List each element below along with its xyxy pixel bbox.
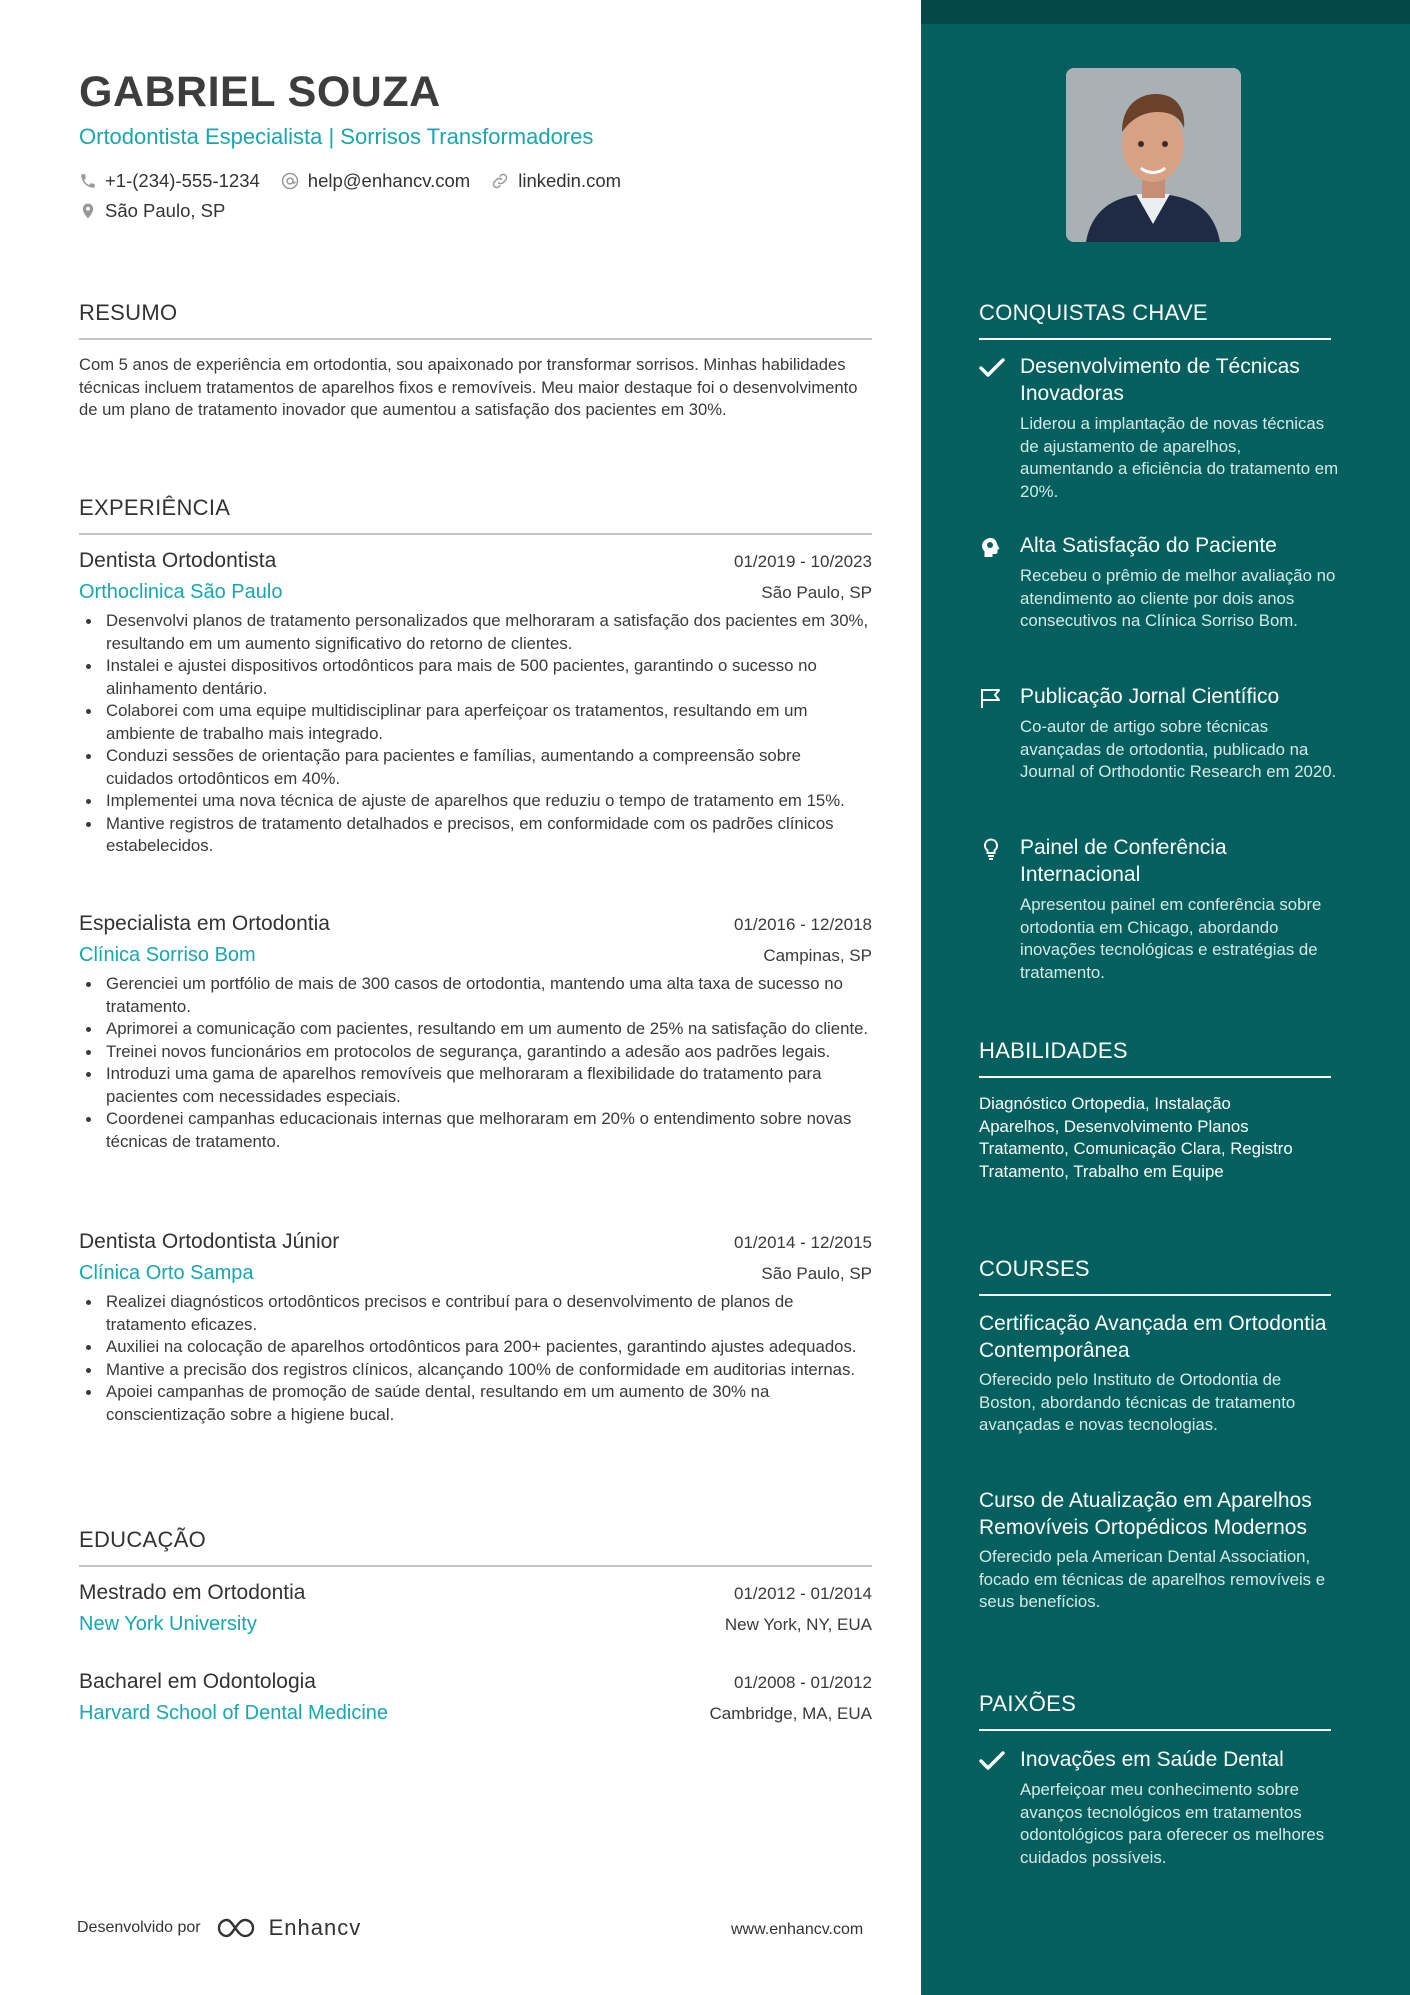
course-desc: Oferecido pelo Instituto de Ortodontia de Boston, abordando técnicas de tratamento avançadas e novas tecnologias. [979,1370,1296,1434]
check-icon [979,1750,1005,1772]
job-bullet: Desenvolvi planos de tratamento personalizados que melhoraram a satisfação dos pacientes em 30%, resultando em um aumento significativo do retorno de clientes. [79,610,872,655]
location-text: São Paulo, SP [105,200,226,221]
achievement-item [979,834,1339,984]
job-title: Especialista em Ortodontia [79,912,330,935]
skills-text: Diagnóstico Ortopedia, Instalação Aparelhos, Desenvolvimento Planos Tratamento, Comunicação Clara, Registro Tratamento, Trabalho em Equipe [979,1094,1293,1181]
courses-section-title: COURSES [979,1256,1331,1296]
linkedin-text: linkedin.com [518,170,622,191]
sidebar [921,0,1410,1995]
job-date: 01/2014 - 12/2015 [733,1233,872,1252]
education-date: 01/2008 - 01/2012 [733,1673,872,1692]
footer-branding [77,1914,361,1942]
job-bullets [79,973,872,1153]
course-title: Certificação Avançada em Ortodontia Contemporânea [979,1312,1327,1362]
job-bullet: Mantive registros de tratamento detalhados e precisos, em conformidade com os padrões clínicos estabelecidos. [79,813,872,858]
contact-location [79,200,225,222]
education-school: New York University [79,1613,257,1635]
achievement-desc: Apresentou painel em conferência sobre ortodontia em Chicago, abordando inovações tecnológicas e estratégias de tratamento. [1020,895,1322,982]
course-item [979,1310,1339,1437]
contact-phone [79,170,260,192]
education-degree: Mestrado em Ortodontia [79,1581,306,1604]
job-bullet: Coordenei campanhas educacionais internas que melhoraram em 20% o entendimento sobre novas técnicas de tratamento. [79,1108,872,1153]
phone-text: +1-(234)-555-1234 [105,170,260,191]
job-bullet: Conduzi sessões de orientação para pacientes e famílias, aumentando a compreensão sobre cuidados ortodônticos em 40%. [79,745,872,790]
check-icon [979,357,1005,379]
headline: Ortodontista Especialista | Sorrisos Transformadores [79,124,594,149]
job-bullet: Treinei novos funcionários em protocolos de segurança, garantindo a adesão aos padrões legais. [79,1041,872,1064]
achievement-item [979,683,1339,784]
profile-photo [1066,68,1241,242]
job-bullet: Introduzi uma gama de aparelhos removíveis que melhoraram a flexibilidade do tratamento para pacientes com necessidades especiais. [79,1063,872,1108]
job-bullet: Auxiliei na colocação de aparelhos ortodônticos para 200+ pacientes, garantindo ajustes adequados. [79,1336,872,1359]
enhancv-logo-icon [213,1914,261,1942]
achievement-item [979,353,1339,503]
summary-section-title: RESUMO [79,300,872,340]
experience-section-title: EXPERIÊNCIA [79,495,872,535]
job-title: Dentista Ortodontista Júnior [79,1230,340,1253]
job-bullet: Realizei diagnósticos ortodônticos precisos e contribuí para o desenvolvimento de planos de tratamento eficazes. [79,1291,872,1336]
candidate-name: GABRIEL SOUZA [79,68,441,116]
job-bullet: Gerenciei um portfólio de mais de 300 casos de ortodontia, mantendo uma alta taxa de sucesso no tratamento. [79,973,872,1018]
course-item [979,1487,1339,1614]
job-bullet: Aprimorei a comunicação com pacientes, resultando em um aumento de 25% na satisfação do cliente. [79,1018,872,1041]
achievement-title: Desenvolvimento de Técnicas Inovadoras [1020,355,1300,405]
achievement-title: Painel de Conferência Internacional [1020,836,1227,886]
course-desc: Oferecido pela American Dental Association, focado em técnicas de aparelhos removíveis e seus benefícios. [979,1547,1326,1611]
achievement-desc: Recebeu o prêmio de melhor avaliação no atendimento ao cliente por dois anos consecutivos na Clínica Sorriso Bom. [1020,566,1336,630]
achievement-desc: Liderou a implantação de novas técnicas de ajustamento de aparelhos, aumentando a eficiência do tratamento em 20%. [1020,414,1339,501]
job-bullet: Colaborei com uma equipe multidisciplinar para aperfeiçoar os tratamentos, resultando em um ambiente de trabalho mais integrado. [79,700,872,745]
phone-icon [79,172,97,190]
education-location: Cambridge, MA, EUA [709,1704,872,1723]
achievement-item [979,532,1339,633]
job-bullet: Apoiei campanhas de promoção de saúde dental, resultando em um aumento de 30% na conscientização sobre a higiene bucal. [79,1381,872,1426]
achievement-desc: Co-autor de artigo sobre técnicas avançadas de ortodontia, publicado na Journal of Orthodontic Research em 2020. [1020,717,1337,781]
at-icon [280,171,300,191]
job-entry [79,912,872,1153]
achievements-section-title: CONQUISTAS CHAVE [979,300,1331,340]
email-text: help@enhancv.com [307,170,471,191]
job-location: São Paulo, SP [761,583,872,602]
passion-item [979,1746,1339,1869]
location-pin-icon [79,201,97,221]
education-section-title: EDUCAÇÃO [79,1527,872,1567]
job-company: Orthoclinica São Paulo [79,581,283,603]
job-date: 01/2019 - 10/2023 [733,552,872,571]
lightbulb-icon [979,838,1005,860]
achievement-title: Publicação Jornal Científico [1020,685,1280,708]
sidebar-top-band [921,0,1410,24]
education-degree: Bacharel em Odontologia [79,1670,316,1693]
job-date: 01/2016 - 12/2018 [733,915,872,934]
footer-website[interactable]: www.enhancv.com [731,1921,864,1938]
skills-section-title: HABILIDADES [979,1038,1331,1078]
education-location: New York, NY, EUA [724,1615,872,1634]
job-bullet: Instalei e ajustei dispositivos ortodônticos para mais de 500 pacientes, garantindo o sucesso no alinhamento dentário. [79,655,872,700]
contact-row [79,170,641,192]
job-bullets [79,610,872,858]
education-entry [79,1670,872,1725]
job-location: São Paulo, SP [761,1264,872,1283]
contact-linkedin[interactable] [490,170,621,192]
job-bullets [79,1291,872,1426]
footer-built-by: Desenvolvido por [77,1919,201,1936]
passion-title: Inovações em Saúde Dental [1020,1748,1284,1771]
achievement-title: Alta Satisfação do Paciente [1020,534,1277,557]
course-title: Curso de Atualização em Aparelhos Removíveis Ortopédicos Modernos [979,1489,1312,1539]
job-bullet: Implementei uma nova técnica de ajuste de aparelhos que reduziu o tempo de tratamento em 15%. [79,790,872,813]
education-school: Harvard School of Dental Medicine [79,1702,389,1724]
education-entry [79,1581,872,1636]
summary-text: Com 5 anos de experiência em ortodontia, sou apaixonado por transformar sorrisos. Minhas habilidades técnicas incluem tratamentos de aparelhos fixos e removíveis. Meu maior destaque foi o desenvolvimento de um plano de tratamento inovador que aumentou a satisfação dos pacientes em 30%. [79,355,858,419]
job-entry [79,1230,872,1426]
head-icon [979,536,1005,558]
avatar [1066,68,1241,242]
contact-row-2 [79,200,245,222]
flag-icon [979,687,1005,709]
passion-desc: Aperfeiçoar meu conhecimento sobre avanços tecnológicos em tratamentos odontológicos para oferecer os melhores cuidados possíveis. [1020,1780,1325,1867]
job-company: Clínica Orto Sampa [79,1262,254,1284]
job-entry [79,549,872,858]
job-company: Clínica Sorriso Bom [79,944,256,966]
passions-section-title: PAIXÕES [979,1691,1331,1731]
footer-brand: Enhancv [268,1915,362,1940]
job-location: Campinas, SP [763,946,872,965]
job-bullet: Mantive a precisão dos registros clínicos, alcançando 100% de conformidade em auditorias internas. [79,1359,872,1382]
education-date: 01/2012 - 01/2014 [733,1584,872,1603]
job-title: Dentista Ortodontista [79,549,277,572]
contact-email[interactable] [280,170,470,192]
link-icon [490,171,510,191]
